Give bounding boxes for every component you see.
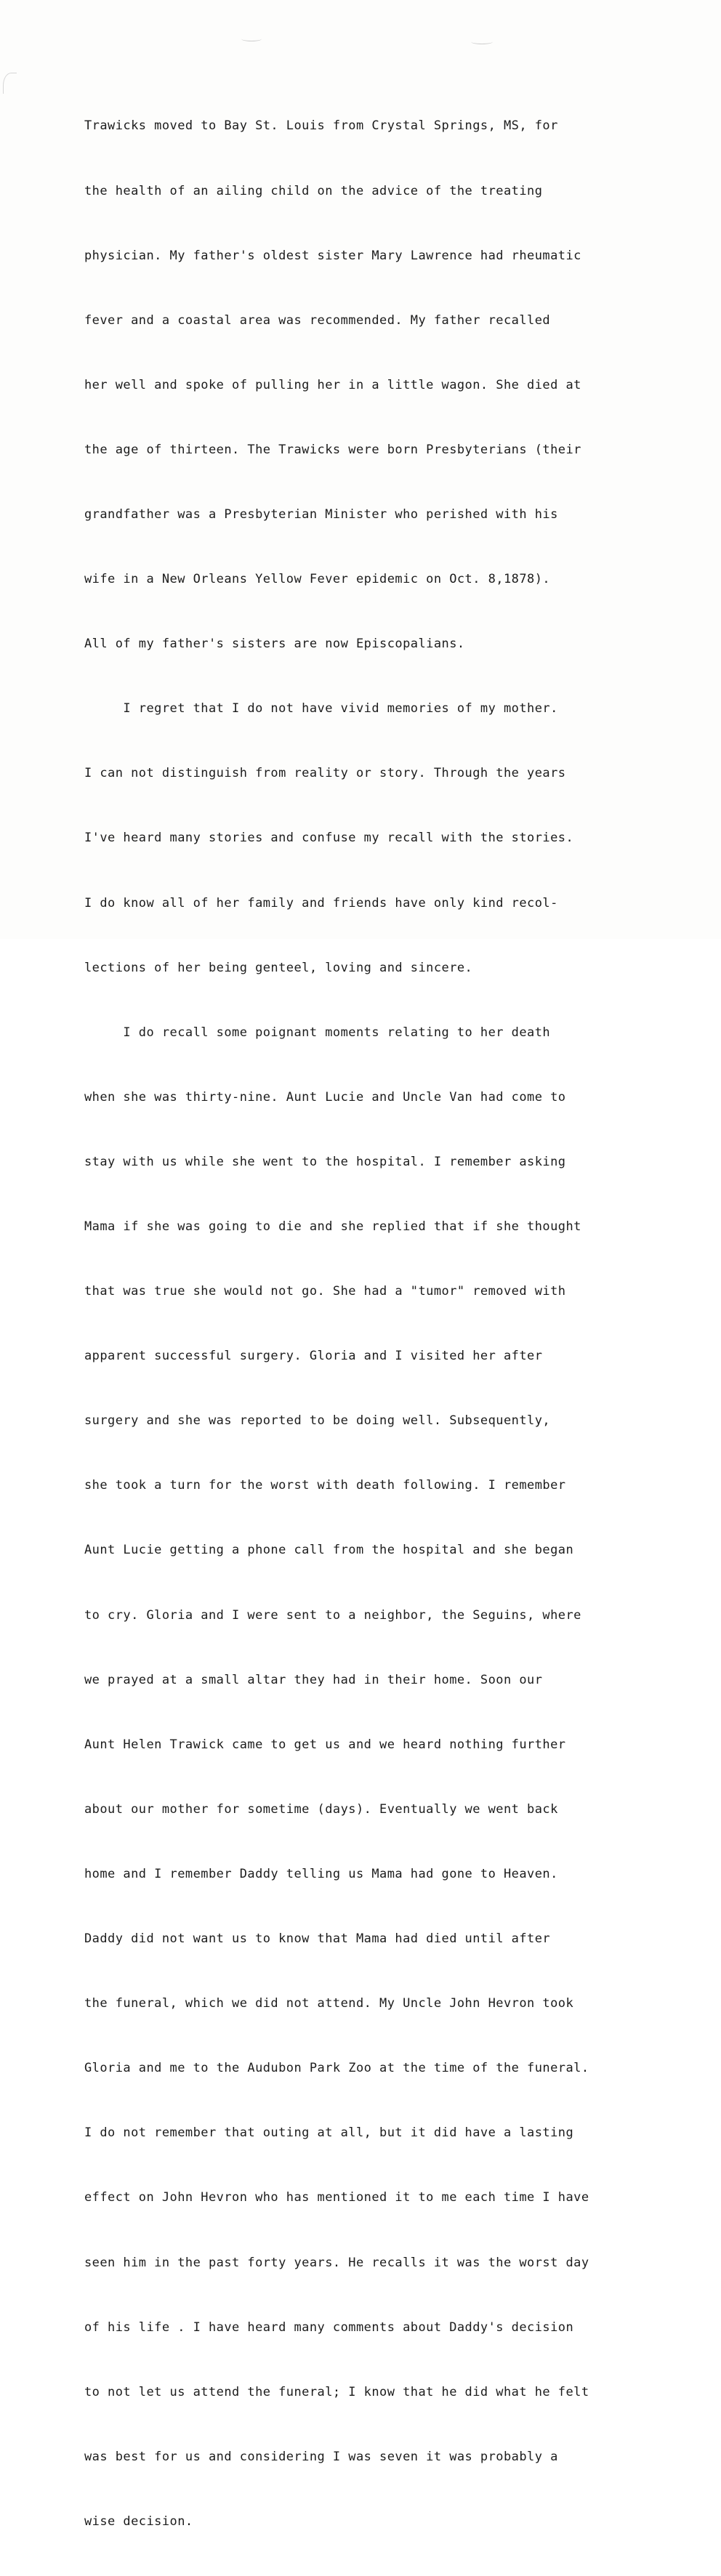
text-line: I regret that I do not have vivid memories of my mother.: [84, 701, 558, 716]
text-line: about our mother for sometime (days). Eventually we went back: [84, 1801, 558, 1817]
text-line: was best for us and considering I was seven it was probably a: [84, 2449, 558, 2464]
text-line: surgery and she was reported to be doing well. Subsequently,: [84, 1413, 551, 1429]
text-line: lections of her being genteel, loving and sincere.: [84, 960, 473, 975]
text-line: effect on John Hevron who has mentioned it to me each time I have: [84, 2190, 589, 2205]
text-line: Gloria and me to the Audubon Park Zoo at the time of the funeral.: [84, 2061, 589, 2076]
text-line: I can not distinguish from reality or story. Through the years: [84, 766, 566, 781]
text-line: All of my father's sisters are now Episcopalians.: [84, 637, 465, 652]
text-line: the health of an ailing child on the advice of the treating: [84, 183, 543, 198]
scan-artifact: [3, 73, 17, 94]
text-line: when she was thirty-nine. Aunt Lucie and Uncle Van had come to: [84, 1089, 566, 1105]
text-line: wife in a New Orleans Yellow Fever epidemic on Oct. 8,1878).: [84, 572, 551, 587]
text-line: the age of thirteen. The Trawicks were born Presbyterians (their: [84, 442, 581, 457]
text-line: I do know all of her family and friends have only kind recol-: [84, 895, 558, 911]
text-line: physician. My father's oldest sister Mary Lawrence had rheumatic: [84, 248, 581, 263]
text-line: that was true she would not go. She had a "tumor" removed with: [84, 1284, 566, 1299]
text-line: apparent successful surgery. Gloria and I visited her after: [84, 1349, 543, 1364]
text-line: I've heard many stories and confuse my recall with the stories.: [84, 831, 574, 846]
text-line: seen him in the past forty years. He recalls it was the worst day: [84, 2255, 589, 2270]
text-line: Mama if she was going to die and she replied that if she thought: [84, 1219, 581, 1234]
typed-text-body: [84, 73, 688, 2576]
text-line: to not let us attend the funeral; I know that he did what he felt: [84, 2384, 589, 2399]
text-line: Aunt Helen Trawick came to get us and we heard nothing further: [84, 1737, 566, 1752]
text-line: her well and spoke of pulling her in a little wagon. She died at: [84, 377, 581, 392]
text-line: grandfather was a Presbyterian Minister who perished with his: [84, 506, 558, 522]
text-line: to cry. Gloria and I were sent to a neighbor, the Seguins, where: [84, 1607, 581, 1623]
text-line: of his life . I have heard many comments about Daddy's decision: [84, 2319, 574, 2335]
text-line: Daddy did not want us to know that Mama had died until after: [84, 1931, 551, 1947]
text-line: I do not remember that outing at all, but it did have a lasting: [84, 2125, 574, 2141]
text-line: Trawicks moved to Bay St. Louis from Crystal Springs, MS, for: [84, 118, 558, 134]
text-line: stay with us while she went to the hospital. I remember asking: [84, 1154, 566, 1169]
text-line: fever and a coastal area was recommended. My father recalled: [84, 312, 551, 328]
text-line: wise decision.: [84, 2514, 193, 2529]
text-line: the funeral, which we did not attend. My Uncle John Hevron took: [84, 1996, 574, 2011]
text-line: we prayed at a small altar they had in their home. Soon our: [84, 1672, 543, 1687]
text-line: home and I remember Daddy telling us Mama had gone to Heaven.: [84, 1866, 558, 1881]
text-line: I do recall some poignant moments relating to her death: [84, 1025, 551, 1040]
text-line: Aunt Lucie getting a phone call from the hospital and she began: [84, 1543, 574, 1558]
text-line: she took a turn for the worst with death following. I remember: [84, 1478, 566, 1493]
scan-artifact: [241, 36, 262, 41]
scan-artifact: [471, 39, 493, 44]
